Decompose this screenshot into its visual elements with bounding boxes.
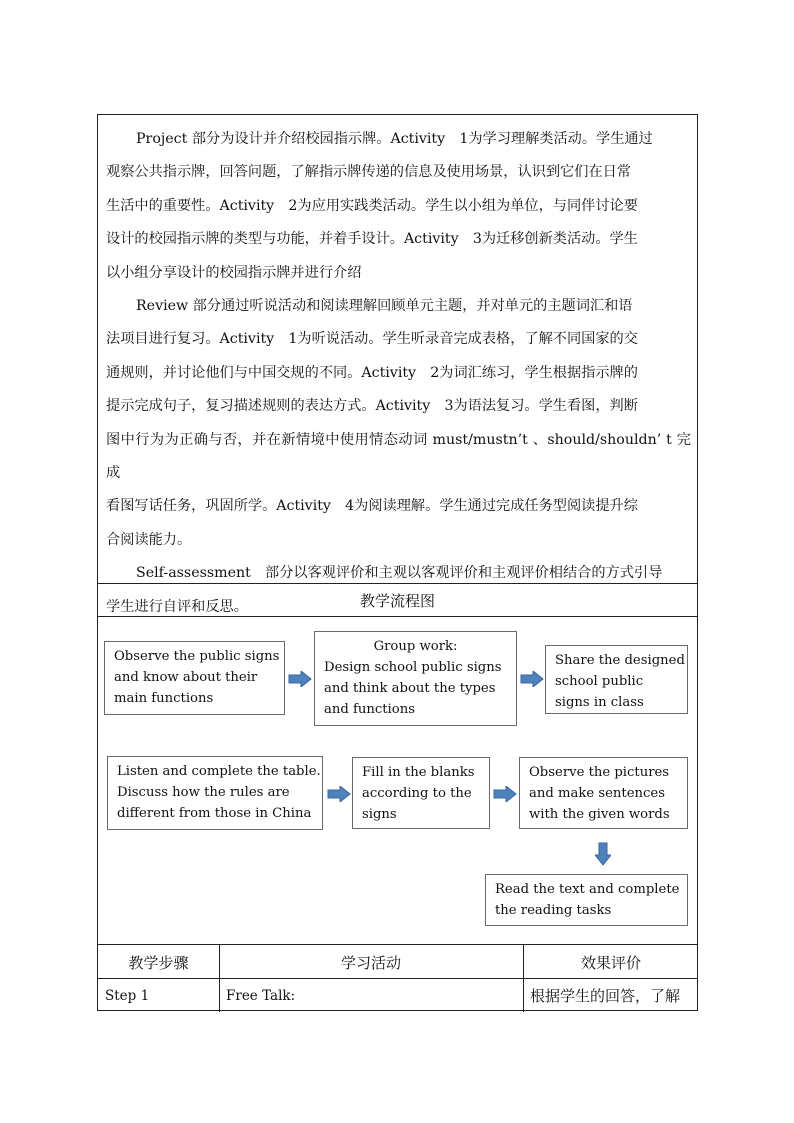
step-cell: Step 1 [105, 988, 150, 1004]
text-line: 观察公共指示牌，回答问题，了解指示牌传递的信息及使用场景，认识到它们在日常 [106, 164, 631, 181]
box-line: Discuss how the rules are [117, 785, 290, 800]
flow-step-make-sentences [519, 757, 688, 829]
text-line: 看图写话任务，巩固所学。Activity 4为阅读理解。学生通过完成任务型阅读提升综 [106, 498, 638, 515]
text-line: 以小组分享设计的校园指示牌并进行介绍 [106, 264, 362, 281]
text-line: 合阅读能力。 [106, 531, 192, 548]
box-line: and functions [324, 702, 415, 717]
project-paragraph [106, 123, 691, 290]
box-line: and think about the types [324, 681, 496, 696]
text-line: 法项目进行复习。Activity 1为听说活动。学生听录音完成表格，了解不同国家的交 [106, 331, 638, 348]
box-line: Fill in the blanks [362, 765, 475, 780]
text-line: Review 部分通过听说活动和阅读理解回顾单元主题，并对单元的主题词汇和语 [136, 298, 633, 315]
text-line: 设计的校园指示牌的类型与功能，并着手设计。Activity 3为迁移创新类活动。学生 [106, 231, 638, 248]
header-teaching-steps: 教学步骤 [128, 954, 189, 972]
flow-step-group-work [314, 631, 517, 726]
flow-step-fill-blanks [352, 757, 490, 829]
box-line: school public [555, 674, 644, 689]
box-line: and make sentences [529, 786, 665, 801]
right-arrow-icon [288, 671, 312, 687]
box-line: signs in class [555, 695, 644, 710]
box-line: the reading tasks [495, 903, 612, 918]
right-arrow-icon [520, 671, 544, 687]
header-effect-evaluation: 效果评价 [580, 954, 641, 972]
box-line: signs [362, 807, 397, 822]
box-line: main functions [114, 691, 214, 706]
box-line: Group work: [373, 639, 458, 654]
box-line: with the given words [529, 807, 670, 822]
box-line: and know about their [114, 670, 258, 685]
divider [98, 616, 697, 617]
box-line: Observe the pictures [529, 765, 670, 780]
text-line: 学生进行自评和反思。 [106, 598, 248, 615]
flow-step-share-designs [545, 645, 688, 714]
box-line: according to the [362, 786, 472, 801]
text-line: Self-assessment 部分以客观评价和主观以客观评价和主观评价相结合的方式引导 [136, 565, 663, 582]
text-line: 提示完成句子，复习描述规则的表达方式。Activity 3为语法复习。学生看图，判断 [106, 398, 638, 415]
box-line: Read the text and complete [495, 882, 680, 897]
text-line: Project 部分为设计并介绍校园指示牌。Activity 1为学习理解类活动。学生通过 [136, 131, 653, 147]
box-line: Share the designed [555, 653, 685, 668]
text-line: 生活中的重要性。Activity 2为应用实践类活动。学生以小组为单位，与同伴讨论要 [106, 197, 638, 214]
box-line: Listen and complete the table. [117, 764, 321, 779]
divider [98, 944, 697, 945]
header-learning-activities: 学习活动 [340, 954, 401, 972]
right-arrow-icon [327, 786, 351, 802]
box-line: Observe the public signs [114, 649, 280, 664]
box-line: Design school public signs [324, 660, 502, 675]
flowchart-title: 教学流程图 [359, 592, 435, 610]
evaluation-cell: 根据学生的回答，了解 [530, 987, 681, 1005]
text-line: 通规则，并讨论他们与中国交规的不同。Activity 2为词汇练习，学生根据指示牌的 [106, 364, 638, 381]
text-line: 图中行为为正确与否，并在新情境中使用情态动词 must/mustn’t 、should/shouldn’ t 完成 [106, 431, 691, 482]
review-paragraph [106, 290, 691, 557]
intro-text [106, 123, 691, 624]
right-arrow-icon [493, 786, 517, 802]
lesson-plan-table [97, 114, 698, 1011]
divider [98, 583, 697, 584]
flow-step-observe-signs [104, 641, 285, 715]
down-arrow-icon [595, 842, 611, 866]
flow-step-read-text [485, 874, 688, 926]
activity-cell: Free Talk: [226, 988, 296, 1004]
flow-step-listen-complete [107, 756, 323, 830]
box-line: different from those in China [117, 806, 312, 821]
